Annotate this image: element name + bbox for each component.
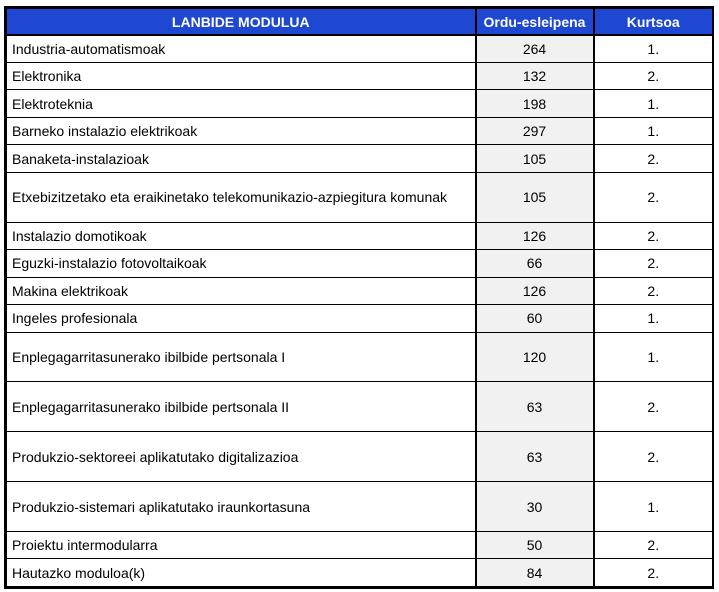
module-name: Barneko instalazio elektrikoak xyxy=(7,117,476,144)
module-hours: 105 xyxy=(476,145,594,172)
module-name: Proiektu intermodularra xyxy=(7,531,476,558)
header-module: LANBIDE MODULUA xyxy=(7,9,476,36)
module-year: 2. xyxy=(594,62,713,89)
module-name: Makina elektrikoak xyxy=(7,277,476,304)
module-hours: 30 xyxy=(476,482,594,532)
module-name: Instalazio domotikoak xyxy=(7,222,476,249)
module-year: 1. xyxy=(594,35,713,62)
module-year: 2. xyxy=(594,277,713,304)
module-hours: 120 xyxy=(476,332,594,382)
module-hours: 264 xyxy=(476,35,594,62)
module-hours: 297 xyxy=(476,117,594,144)
table-row xyxy=(7,172,713,222)
module-year: 2. xyxy=(594,250,713,277)
table-row xyxy=(7,277,713,304)
module-year: 1. xyxy=(594,90,713,117)
table-row xyxy=(7,90,713,117)
table-row xyxy=(7,250,713,277)
module-name: Enplegagarritasunerako ibilbide pertsonala I xyxy=(7,332,476,382)
module-hours: 105 xyxy=(476,172,594,222)
module-hours: 60 xyxy=(476,305,594,332)
module-name: Ingeles profesionala xyxy=(7,305,476,332)
table-row xyxy=(7,305,713,332)
module-hours: 63 xyxy=(476,432,594,482)
module-name: Industria-automatismoak xyxy=(7,35,476,62)
module-table-container xyxy=(4,6,714,589)
module-name: Hautazko moduloa(k) xyxy=(7,559,476,587)
module-year: 2. xyxy=(594,531,713,558)
table-row xyxy=(7,145,713,172)
module-year: 2. xyxy=(594,172,713,222)
table-row xyxy=(7,432,713,482)
module-hours: 50 xyxy=(476,531,594,558)
module-year: 2. xyxy=(594,145,713,172)
table-header-row xyxy=(7,9,713,36)
module-hours: 66 xyxy=(476,250,594,277)
table-row xyxy=(7,62,713,89)
module-year: 1. xyxy=(594,482,713,532)
table-row xyxy=(7,117,713,144)
module-table xyxy=(6,8,713,587)
table-row xyxy=(7,332,713,382)
module-name: Eguzki-instalazio fotovoltaikoak xyxy=(7,250,476,277)
module-year: 2. xyxy=(594,559,713,587)
module-hours: 198 xyxy=(476,90,594,117)
module-name: Enplegagarritasunerako ibilbide pertsonala II xyxy=(7,382,476,432)
table-row xyxy=(7,35,713,62)
module-hours: 132 xyxy=(476,62,594,89)
module-year: 1. xyxy=(594,117,713,144)
module-year: 1. xyxy=(594,332,713,382)
module-hours: 63 xyxy=(476,382,594,432)
module-name: Produkzio-sektoreei aplikatutako digitalizazioa xyxy=(7,432,476,482)
module-hours: 126 xyxy=(476,277,594,304)
module-hours: 84 xyxy=(476,559,594,587)
module-year: 2. xyxy=(594,382,713,432)
module-name: Banaketa-instalazioak xyxy=(7,145,476,172)
table-row xyxy=(7,559,713,587)
module-year: 2. xyxy=(594,432,713,482)
header-hours: Ordu-esleipena xyxy=(476,9,594,36)
table-row xyxy=(7,531,713,558)
table-row xyxy=(7,382,713,432)
module-name: Elektronika xyxy=(7,62,476,89)
module-name: Produkzio-sistemari aplikatutako iraunkortasuna xyxy=(7,482,476,532)
module-name: Etxebizitzetako eta eraikinetako telekomunikazio-azpiegitura komunak xyxy=(7,172,476,222)
module-year: 2. xyxy=(594,222,713,249)
module-year: 1. xyxy=(594,305,713,332)
table-row xyxy=(7,482,713,532)
header-year: Kurtsoa xyxy=(594,9,713,36)
module-name: Elektroteknia xyxy=(7,90,476,117)
module-hours: 126 xyxy=(476,222,594,249)
table-row xyxy=(7,222,713,249)
